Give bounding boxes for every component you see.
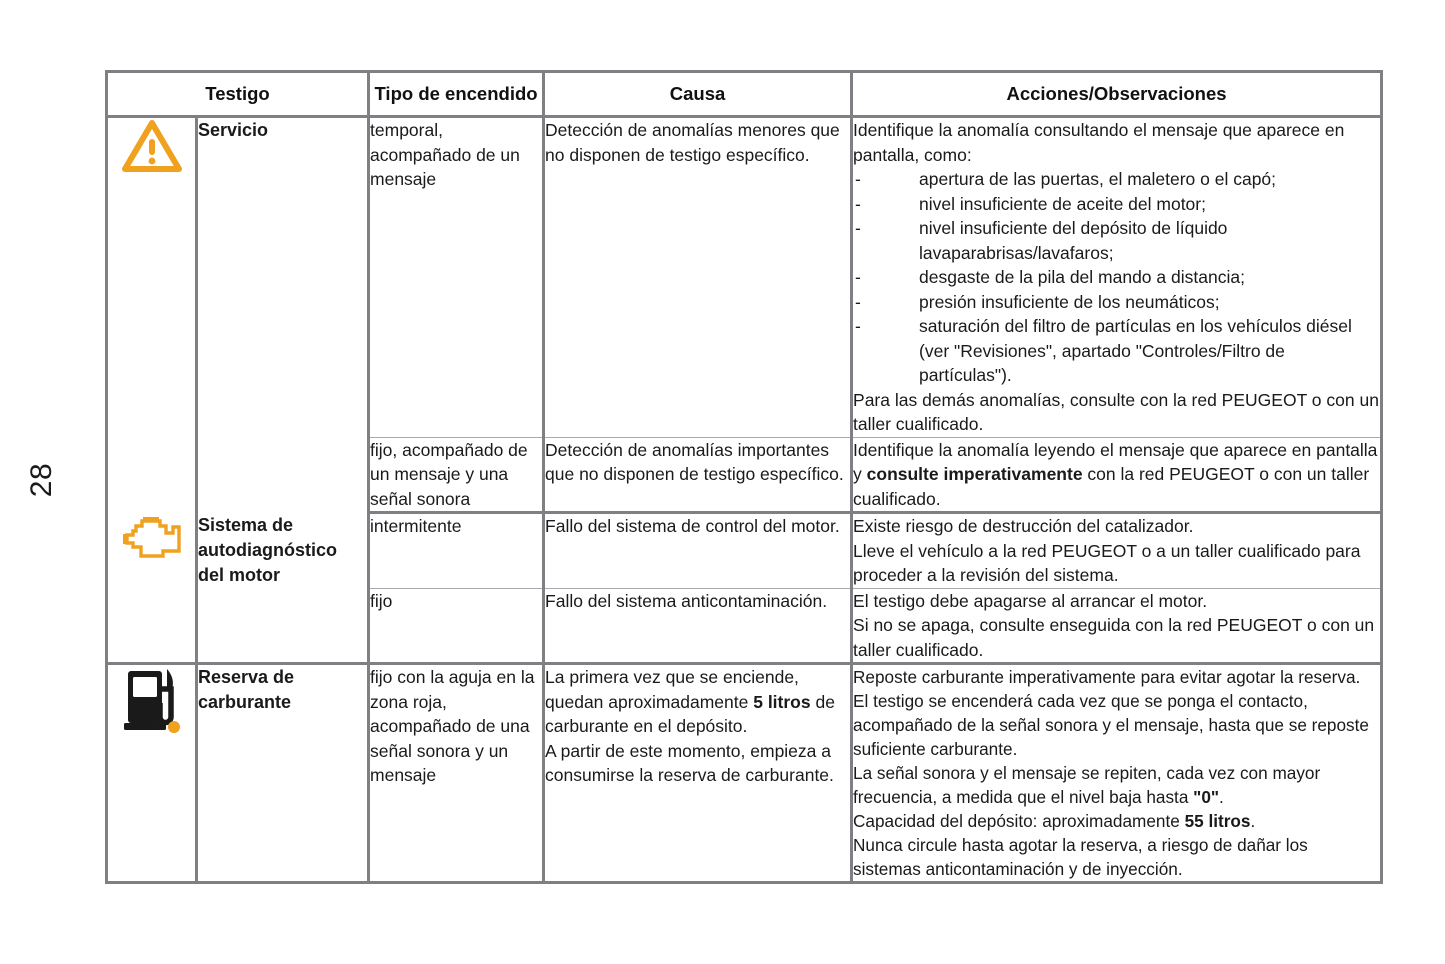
acciones-cell bbox=[852, 664, 1382, 883]
warning-lights-table bbox=[105, 70, 1383, 884]
tipo-encendido-cell: intermitente bbox=[369, 513, 544, 589]
list-item bbox=[853, 192, 1380, 217]
acciones-line: El testigo se encenderá cada vez que se ponga el contacto, acompañado de la señal sonora y el mensaje, hasta que se reposte suficiente carburante. bbox=[853, 691, 1369, 759]
warning-triangle-icon bbox=[121, 118, 183, 174]
list-item-text: saturación del filtro de partículas en los vehículos diésel (ver "Revisiones", apartado "Controles/Filtro de partículas"). bbox=[919, 316, 1352, 385]
column-header-causa: Causa bbox=[544, 72, 852, 117]
warning-light-label: Sistema de autodiagnóstico del motor bbox=[197, 513, 369, 664]
acciones-line-part2: . bbox=[1250, 811, 1256, 831]
acciones-text-emphasis: consulte imperativamente bbox=[866, 464, 1083, 484]
list-item bbox=[853, 167, 1380, 192]
acciones-line-part1: Capacidad del depósito: aproximadamente bbox=[853, 811, 1185, 831]
acciones-line-bold: "0" bbox=[1193, 787, 1220, 807]
column-header-tipo-encendido: Tipo de encendido bbox=[369, 72, 544, 117]
causa-cell bbox=[544, 664, 852, 883]
tipo-encendido-cell: fijo, acompañado de un mensaje y una señal sonora bbox=[369, 437, 544, 513]
causa-cell: Detección de anomalías importantes que no disponen de testigo específico. bbox=[544, 437, 852, 513]
list-item-text: nivel insuficiente del depósito de líquido lavaparabrisas/lavafaros; bbox=[919, 218, 1228, 263]
tipo-encendido-cell: fijo bbox=[369, 588, 544, 664]
warning-light-icon-cell bbox=[107, 664, 197, 883]
acciones-cell bbox=[852, 588, 1382, 664]
acciones-outro: Para las demás anomalías, consulte con la red PEUGEOT o con un taller cualificado. bbox=[853, 389, 1379, 434]
tipo-encendido-cell: fijo con la aguja en la zona roja, acompañado de una señal sonora y un mensaje bbox=[369, 664, 544, 883]
causa-text-part1: La primera vez que se enciende, quedan aproximadamente bbox=[545, 667, 799, 712]
dash-marker: - bbox=[855, 218, 861, 238]
causa-text-bold: 5 litros bbox=[753, 691, 811, 712]
warning-light-label: Reserva de carburante bbox=[197, 664, 369, 883]
list-item-text: apertura de las puertas, el maletero o el capó; bbox=[919, 169, 1277, 189]
acciones-line: El testigo debe apagarse al arrancar el motor. bbox=[853, 590, 1208, 611]
acciones-line: Nunca circule hasta agotar la reserva, a riesgo de dañar los sistemas anticontaminación y de inyección. bbox=[853, 835, 1308, 879]
list-item bbox=[853, 314, 1380, 388]
acciones-cell bbox=[852, 513, 1382, 589]
acciones-intro: Identifique la anomalía consultando el mensaje que aparece en pantalla, como: bbox=[853, 120, 1345, 165]
list-item bbox=[853, 265, 1380, 290]
warning-lights-table-container bbox=[105, 70, 1380, 884]
dash-marker: - bbox=[855, 291, 861, 312]
tipo-encendido-cell: temporal, acompañado de un mensaje bbox=[369, 117, 544, 438]
column-header-acciones: Acciones/Observaciones bbox=[852, 72, 1382, 117]
causa-cell: Detección de anomalías menores que no disponen de testigo específico. bbox=[544, 117, 852, 438]
list-item-text: nivel insuficiente de aceite del motor; bbox=[919, 193, 1206, 214]
acciones-line: Si no se apaga, consulte enseguida con la red PEUGEOT o con un taller cualificado. bbox=[853, 615, 1375, 660]
acciones-line: Reposte carburante imperativamente para evitar agotar la reserva. bbox=[853, 667, 1361, 687]
dash-marker: - bbox=[855, 169, 861, 189]
warning-light-label: Servicio bbox=[197, 117, 369, 513]
list-item-text: presión insuficiente de los neumáticos; bbox=[919, 291, 1220, 312]
acciones-bullet-list bbox=[853, 167, 1380, 388]
acciones-text-part2: con la red PEUGEOT o con un taller cualificado. bbox=[853, 464, 1370, 509]
causa-cell: Fallo del sistema de control del motor. bbox=[544, 513, 852, 589]
acciones-line-part2: . bbox=[1219, 787, 1224, 807]
acciones-cell bbox=[852, 117, 1382, 438]
dash-marker: - bbox=[855, 193, 861, 214]
table-row bbox=[107, 664, 1382, 883]
acciones-text-part1: Identifique la anomalía leyendo el mensaje que aparece en pantalla y bbox=[853, 439, 1378, 484]
causa-cell: Fallo del sistema anticontaminación. bbox=[544, 588, 852, 664]
warning-light-icon-cell bbox=[107, 513, 197, 664]
page-number: 28 bbox=[25, 462, 58, 498]
dash-marker: - bbox=[855, 316, 861, 336]
list-item-text: desgaste de la pila del mando a distancia; bbox=[919, 267, 1245, 287]
warning-light-icon-cell bbox=[107, 117, 197, 513]
check-engine-icon bbox=[119, 513, 185, 563]
table-row bbox=[107, 117, 1382, 438]
fuel-pump-icon bbox=[122, 665, 182, 737]
acciones-line-bold: 55 litros bbox=[1184, 811, 1251, 831]
table-header-row bbox=[107, 72, 1382, 117]
acciones-cell bbox=[852, 437, 1382, 513]
acciones-line: Existe riesgo de destrucción del catalizador. bbox=[853, 516, 1194, 536]
acciones-line-part1: La señal sonora y el mensaje se repiten, cada vez con mayor frecuencia, a medida que el nivel baja hasta bbox=[853, 763, 1321, 807]
list-item bbox=[853, 290, 1380, 315]
causa-text-paragraph2: A partir de este momento, empieza a consumirse la reserva de carburante. bbox=[545, 740, 834, 785]
causa-text-part2: de carburante en el depósito. bbox=[545, 691, 835, 736]
acciones-line: Lleve el vehículo a la red PEUGEOT o a un taller cualificado para proceder a la revisión del sistema. bbox=[853, 540, 1361, 585]
list-item bbox=[853, 216, 1380, 265]
table-row bbox=[107, 513, 1382, 589]
dash-marker: - bbox=[855, 267, 861, 287]
column-header-testigo: Testigo bbox=[107, 72, 369, 117]
